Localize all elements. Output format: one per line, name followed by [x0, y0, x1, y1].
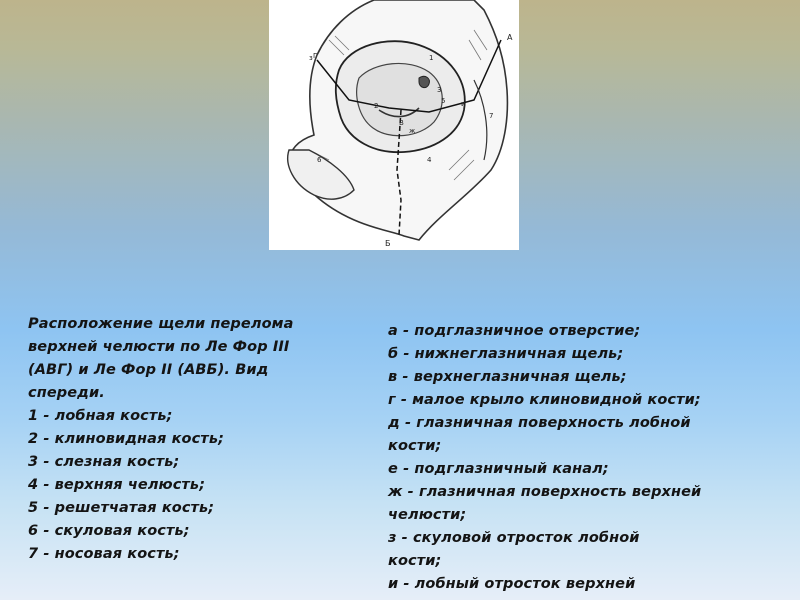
- legend-item-d: д - глазничная поверхность лобной: [388, 415, 691, 431]
- legend-item-3: 3 - слезная кость;: [28, 454, 180, 470]
- caption-line: спереди.: [28, 385, 105, 401]
- legend-item-g: г - малое крыло клиновидной кости;: [388, 392, 701, 408]
- legend-item-5: 5 - решетчатая кость;: [28, 500, 215, 516]
- legend-item-a: а - подглазничное отверстие;: [388, 323, 641, 339]
- label-3: 3: [437, 86, 442, 94]
- legend-item-v: в - верхнеглазничная щель;: [388, 369, 627, 385]
- label-z: з: [309, 54, 313, 62]
- legend-item-zh: ж - глазничная поверхность верхней: [388, 484, 702, 500]
- label-7: 7: [489, 112, 494, 120]
- label-b: Б: [385, 239, 391, 248]
- legend-item-1: 1 - лобная кость;: [28, 408, 173, 424]
- legend-item-6: 6 - скуловая кость;: [28, 523, 190, 539]
- caption-column: [28, 313, 358, 566]
- caption-line: верхней челюсти по Ле Фор III: [28, 339, 290, 355]
- legend-item-d-cont: кости;: [388, 438, 442, 454]
- label-g: Г: [313, 52, 318, 60]
- label-zh: ж: [409, 127, 416, 135]
- legend-item-z: з - скуловой отросток лобной: [388, 530, 640, 546]
- label-6: 6: [317, 156, 322, 164]
- label-2: 2: [374, 102, 379, 110]
- legend-item-i: и - лобный отросток верхней: [388, 576, 636, 592]
- legend-item-e: е - подглазничный канал;: [388, 461, 609, 477]
- label-i: и: [461, 100, 466, 108]
- label-v: В: [399, 119, 404, 127]
- label-a: А: [507, 33, 513, 42]
- caption-line: (АВГ) и Ле Фор II (АВБ). Вид: [28, 362, 269, 378]
- optic-foramen: [419, 76, 429, 87]
- caption-line: Расположение щели перелома: [28, 316, 294, 332]
- legend-item-2: 2 - клиновидная кость;: [28, 431, 224, 447]
- legend-item-7: 7 - носовая кость;: [28, 546, 180, 562]
- orbit-fracture-illustration: [269, 0, 519, 250]
- letter-legend-column: [388, 320, 768, 596]
- legend-item-b: б - нижнеглазничная щель;: [388, 346, 624, 362]
- label-4: 4: [427, 156, 432, 164]
- label-1: 1: [429, 54, 434, 62]
- label-5: 5: [441, 97, 446, 105]
- legend-item-z-cont: кости;: [388, 553, 442, 569]
- legend-item-zh-cont: челюсти;: [388, 507, 467, 523]
- orbit-drawing: [269, 0, 519, 250]
- legend-item-4: 4 - верхняя челюсть;: [28, 477, 206, 493]
